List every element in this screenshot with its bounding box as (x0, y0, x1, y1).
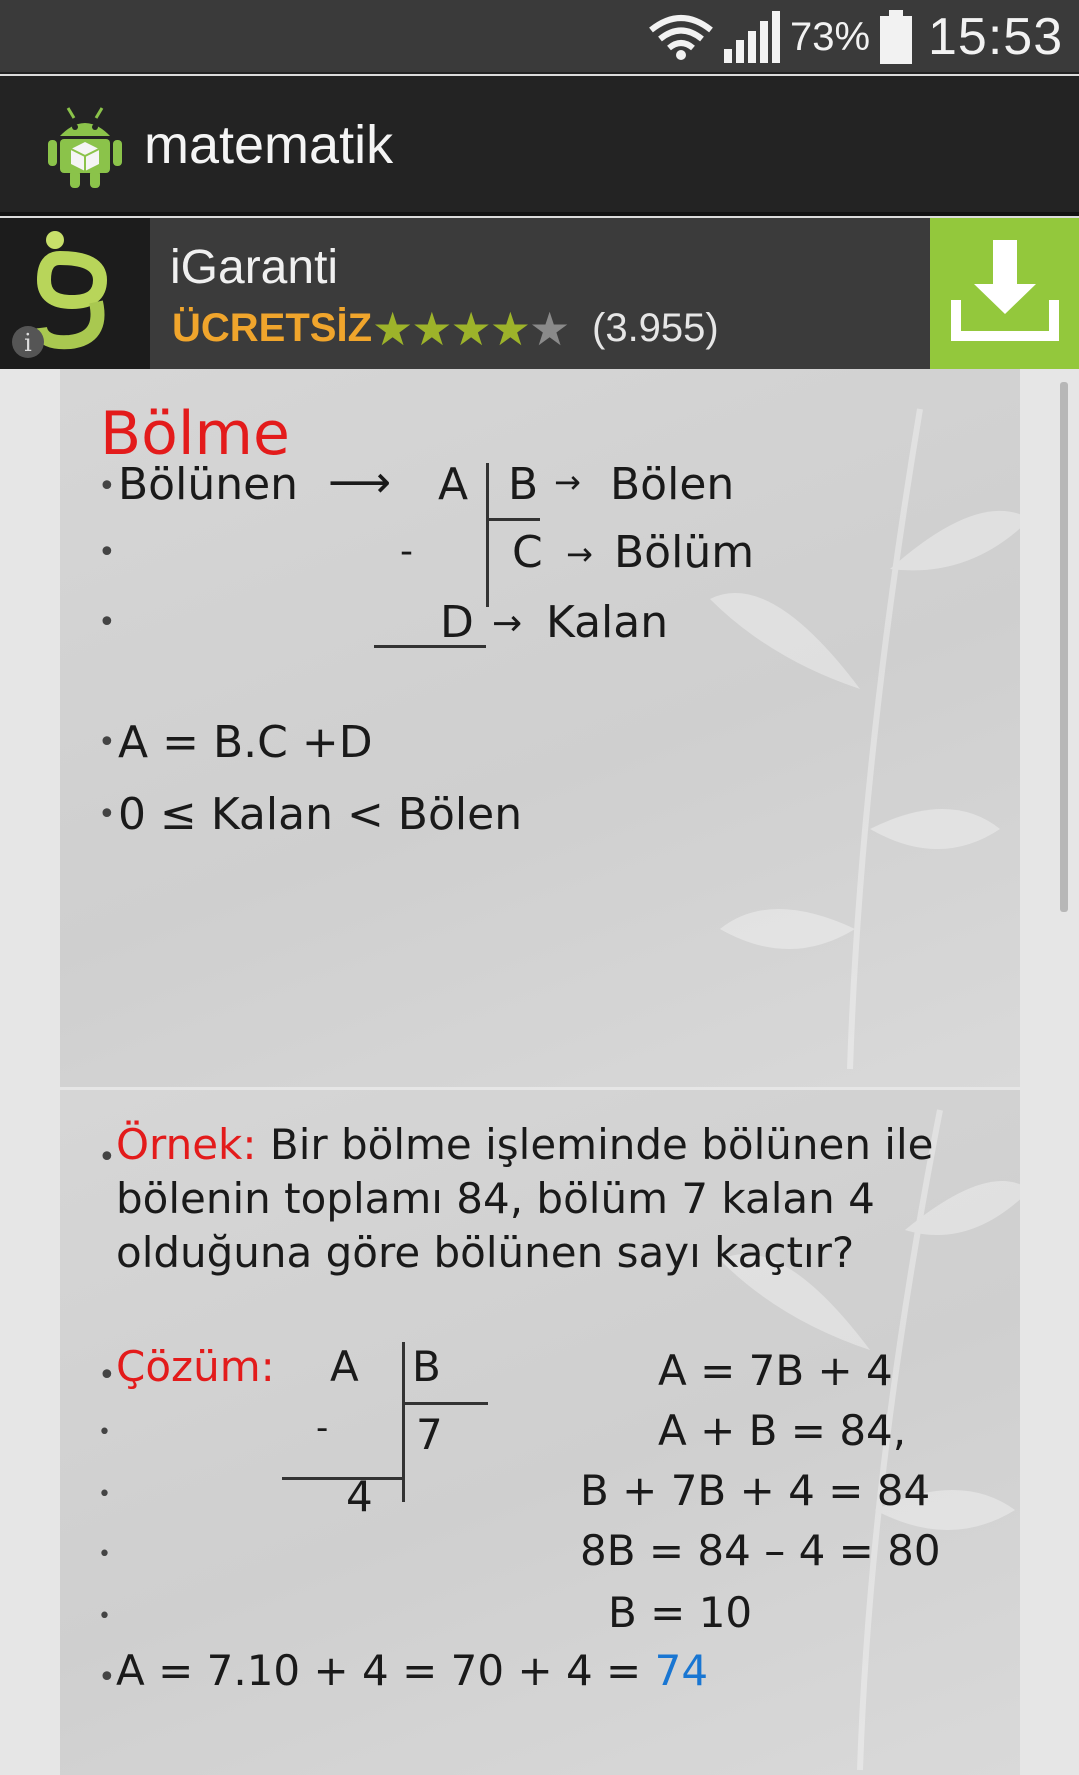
example-line-1 (116, 1120, 933, 1169)
battery-icon (878, 0, 914, 74)
ad-banner[interactable] (0, 218, 1079, 369)
formula-2: 0 ≤ Kalan < Bölen (118, 789, 523, 840)
div-minus: - (316, 1408, 329, 1448)
bullet: • (98, 1660, 116, 1695)
solution-label: Çözüm: (116, 1342, 275, 1391)
star-empty-icon: ★ (529, 302, 569, 356)
minus-sign: - (400, 531, 413, 572)
equation-2: A + B = 84, (658, 1406, 907, 1455)
star-filled-icon: ★ (450, 302, 490, 356)
quotient-label: Bölüm (614, 527, 755, 578)
arrow-icon: → (554, 463, 581, 501)
ad-price: ÜCRETSİZ (172, 306, 372, 350)
example-label: Örnek: (116, 1120, 257, 1169)
clock: 15:53 (928, 8, 1064, 66)
signal-icon (722, 0, 782, 74)
division-vertical-line (402, 1342, 405, 1502)
division-top-line (488, 518, 540, 521)
equation-3: B + 7B + 4 = 84 (580, 1466, 931, 1515)
divisor-label: Bölen (610, 459, 735, 510)
dividend-label: Bölünen (118, 459, 299, 510)
status-bar (0, 0, 1079, 74)
slide-bolme (60, 369, 1020, 1087)
division-bottom-line (282, 1477, 402, 1480)
bullet: • (98, 1542, 111, 1567)
bullet: • (98, 1482, 111, 1507)
star-filled-icon: ★ (411, 302, 451, 356)
slide-example (60, 1090, 1020, 1775)
div-quotient: 7 (416, 1410, 443, 1459)
scrollbar[interactable] (1060, 382, 1068, 912)
igaranti-logo[interactable] (0, 218, 150, 369)
equation-1: A = 7B + 4 (658, 1346, 893, 1395)
example-line-2: bölenin toplamı 84, bölüm 7 kalan 4 (116, 1174, 875, 1223)
svg-text:i: i (24, 329, 32, 357)
download-button[interactable] (930, 218, 1079, 369)
final-equation: A = 7.10 + 4 = 70 + 4 = (116, 1646, 655, 1695)
final-answer-line (116, 1646, 708, 1695)
var-b: B (508, 459, 539, 510)
var-c: C (512, 527, 543, 578)
example-line-3: olduğuna göre bölünen sayı kaçtır? (116, 1228, 855, 1277)
star-filled-icon: ★ (372, 302, 412, 356)
wifi-icon (648, 0, 714, 74)
bullet: • (98, 725, 116, 760)
remainder-label: Kalan (546, 597, 669, 648)
formula-1: A = B.C +D (118, 717, 373, 768)
bullet: • (98, 1358, 116, 1393)
var-a: A (438, 459, 469, 510)
final-answer: 74 (654, 1646, 709, 1695)
android-app-icon[interactable] (44, 104, 126, 190)
ad-rating-stars (372, 302, 568, 356)
bullet: • (98, 1140, 116, 1175)
div-remainder: 4 (346, 1472, 373, 1521)
slide-title: Bölme (100, 399, 290, 469)
battery-percent: 73% (790, 14, 871, 59)
division-top-line (404, 1402, 488, 1405)
star-filled-icon: ★ (489, 302, 529, 356)
div-var-b: B (412, 1342, 441, 1391)
div-var-a: A (330, 1342, 359, 1391)
bullet: • (98, 797, 116, 832)
bullet: • (98, 535, 116, 570)
bullet: • (98, 1420, 111, 1445)
equation-4: 8B = 84 – 4 = 80 (580, 1526, 941, 1575)
bullet: • (98, 469, 116, 504)
ad-app-name[interactable]: iGaranti (170, 241, 339, 294)
example-text-1: Bir bölme işleminde bölünen ile (256, 1120, 934, 1169)
arrow-icon: → (492, 603, 523, 644)
arrow-icon: ⟶ (328, 457, 392, 508)
var-d: D (440, 597, 474, 648)
arrow-icon: → (566, 535, 593, 573)
bullet: • (98, 1604, 111, 1629)
bullet: • (98, 605, 116, 640)
equation-5: B = 10 (608, 1588, 753, 1637)
download-icon (930, 218, 1079, 369)
action-bar (0, 76, 1079, 216)
ad-rating-count: (3.955) (592, 306, 719, 350)
app-title: matematik (144, 115, 394, 175)
division-vertical-line (486, 463, 489, 607)
